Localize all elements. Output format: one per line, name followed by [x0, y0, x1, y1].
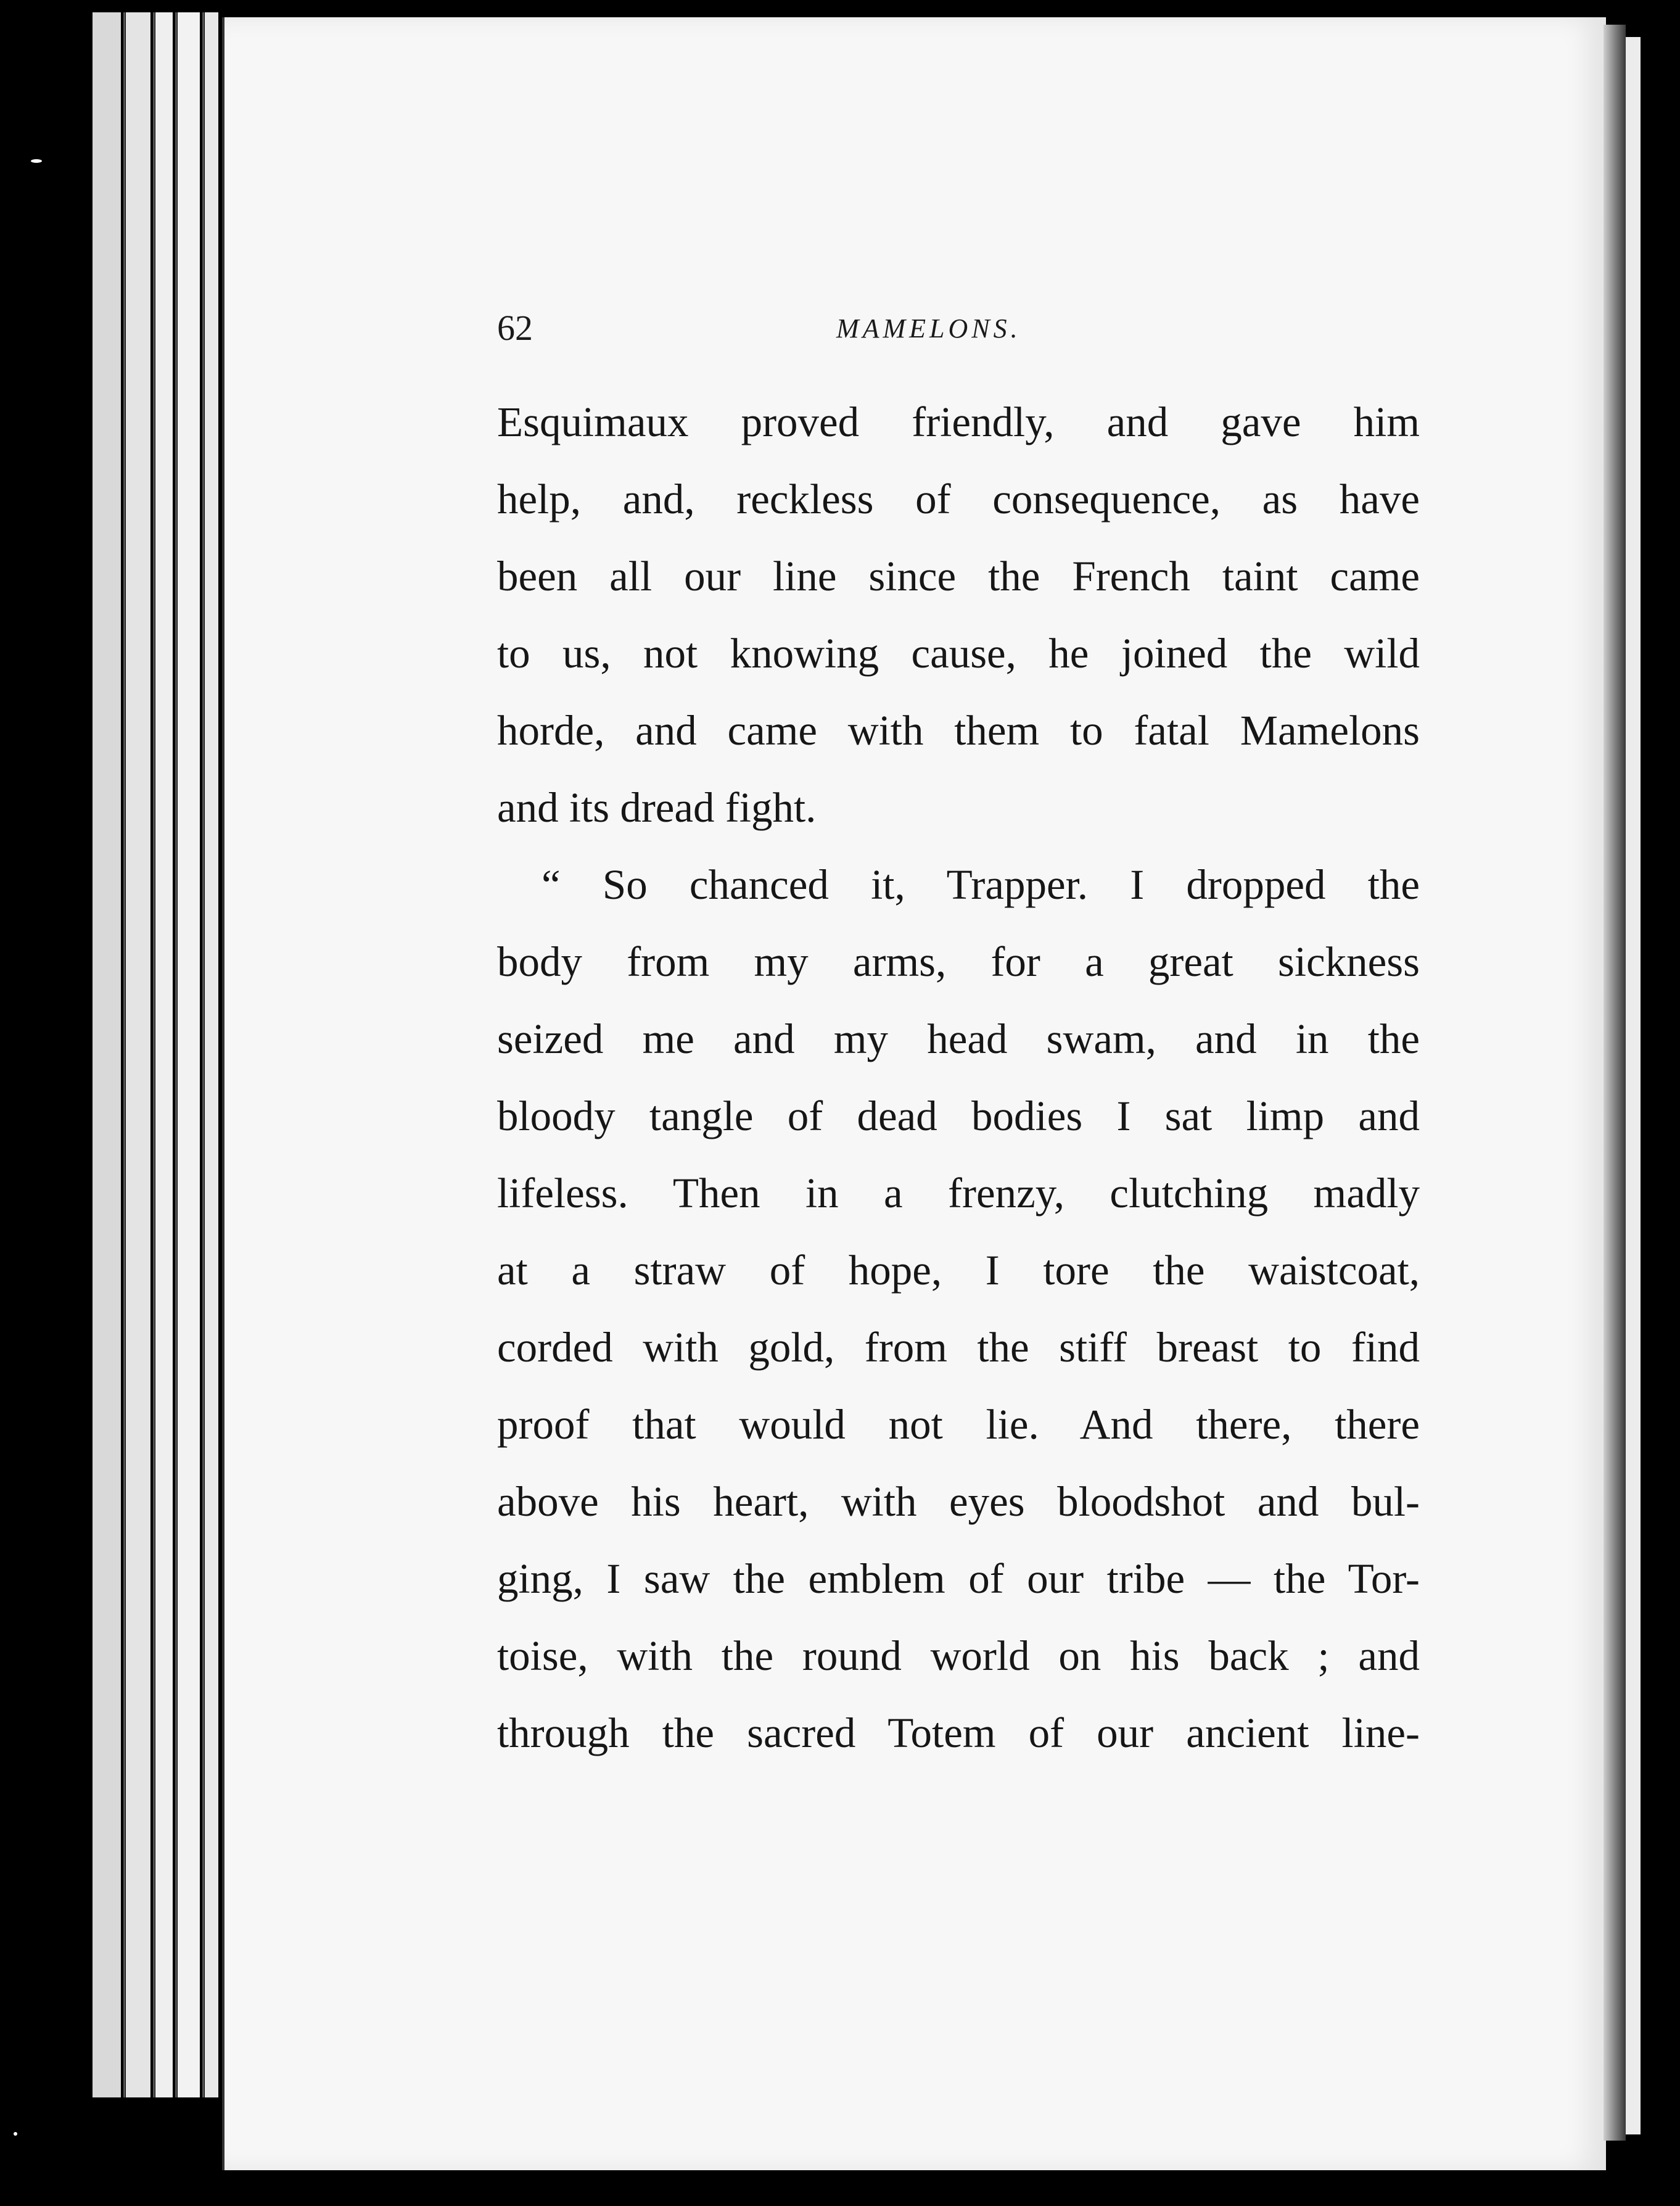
text-line: to us, not knowing cause, he joined the wild [497, 630, 1420, 677]
running-head: MAMELONS. [836, 313, 1021, 344]
scan-speck [31, 159, 42, 163]
scan-speck [14, 2132, 17, 2136]
text-line: help, and, reckless of consequence, as have [497, 476, 1420, 523]
page-edge [178, 12, 200, 2097]
text-line: proof that would not lie. And there, there [497, 1401, 1420, 1448]
facing-page-edge [1626, 37, 1641, 2134]
text-line: toise, with the round world on his back ; and [497, 1632, 1420, 1679]
text-line: been all our line since the French taint came [497, 553, 1420, 600]
text-line: seized me and my head swam, and in the [497, 1015, 1420, 1062]
text-line: Esquimaux proved friendly, and gave him [497, 399, 1420, 445]
page-edge [155, 12, 173, 2097]
text-line: corded with gold, from the stiff breast to find [497, 1324, 1420, 1371]
page-edge [205, 12, 218, 2097]
page-header [497, 304, 1422, 353]
text-line: horde, and came with them to fatal Mamelons [497, 707, 1420, 754]
text-line: ging, I saw the emblem of our tribe — the Tor- [497, 1555, 1420, 1602]
page-edge [126, 12, 150, 2097]
page-edge [93, 12, 121, 2097]
page-edge-line [153, 12, 155, 2097]
page-number: 62 [497, 308, 533, 348]
body-text [497, 384, 1420, 1772]
text-line: and its dread fight. [497, 784, 817, 831]
text-line: at a straw of hope, I tore the waistcoat, [497, 1247, 1420, 1294]
text-line: bloody tangle of dead bodies I sat limp and [497, 1093, 1420, 1139]
page-edge-line [202, 12, 204, 2097]
page-edge-line [175, 12, 177, 2097]
page-gutter-shadow [1604, 25, 1626, 2141]
text-line: body from my arms, for a great sickness [497, 938, 1420, 985]
text-line: lifeless. Then in a frenzy, clutching madly [497, 1170, 1420, 1217]
text-line: through the sacred Totem of our ancient line- [497, 1709, 1420, 1756]
text-line: above his heart, with eyes bloodshot and bul- [497, 1478, 1420, 1525]
page-edge-line [123, 12, 125, 2097]
text-line: “ So chanced it, Trapper. I dropped the [541, 861, 1420, 908]
